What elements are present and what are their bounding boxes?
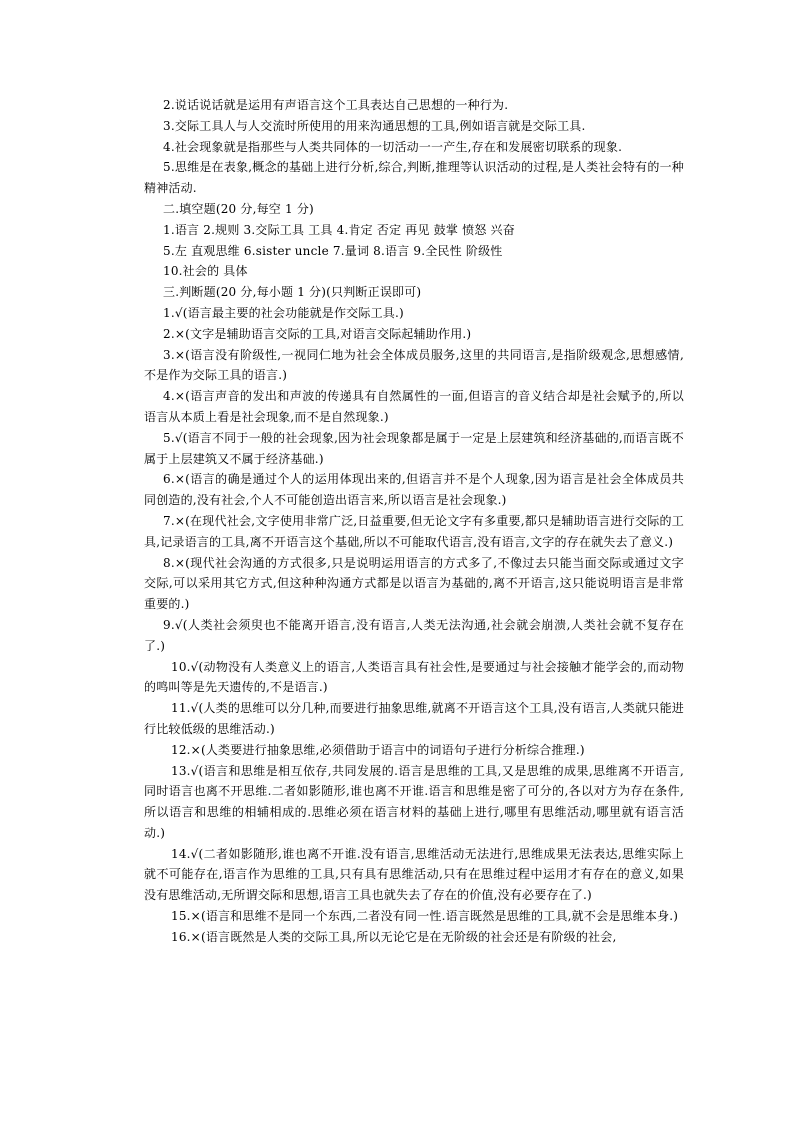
definition-item: 4.社会现象就是指那些与人类共同体的一切活动一一产生,存在和发展密切联系的现象. bbox=[163, 139, 623, 154]
judgment-item: 10.√(动物没有人类意义上的语言,人类语言具有社会性,是要通过与社会接触才能学会的,而动物的鸣叫等是先天遗传的,不是语言.) bbox=[144, 659, 684, 695]
definition-item: 2.说话说话就是运用有声语言这个工具表达自己思想的一种行为. bbox=[163, 98, 509, 112]
judgment-item: 5.√(语言不同于一般的社会现象,因为社会现象都是属于一定是上层建筑和经济基础的,而语言既不属于上层建筑又不属于经济基础.) bbox=[144, 430, 684, 466]
document-page bbox=[144, 95, 684, 948]
section-heading: 二.填空题(20 分,每空 1 分) bbox=[163, 201, 314, 216]
judgment-item: 16.×(语言既然是人类的交际工具,所以无论它是在无阶级的社会还是有阶级的社会, bbox=[171, 929, 617, 944]
judgment-item: 11.√(人类的思维可以分几种,而要进行抽象思维,就离不开语言这个工具,没有语言,人类就只能进行比较低级的思维活动.) bbox=[144, 701, 684, 736]
answer-line: 5.左 直观思维 6.sister uncle 7.量词 8.语言 9.全民性 阶级性 bbox=[163, 243, 503, 258]
judgment-item: 4.×(语言声音的发出和声波的传递具有自然属性的一面,但语言的音义结合却是社会赋予的,所以语言从本质上看是社会现象,而不是自然现象.) bbox=[144, 389, 684, 424]
fill-in-section bbox=[144, 199, 684, 282]
judgment-item: 8.×(现代社会沟通的方式很多,只是说明运用语言的方式多了,不像过去只能当面交际或通过文字交际,可以采用其它方式,但这种种沟通方式都是以语言为基础的,离不开语言,这只能说明语言是非常重要的.) bbox=[144, 555, 684, 612]
judgment-item: 12.×(人类要进行抽象思维,必须借助于语言中的词语句子进行分析综合推理.) bbox=[171, 742, 585, 757]
true-false-section bbox=[144, 282, 684, 948]
definition-item: 5.思维是在表象,概念的基础上进行分析,综合,判断,推理等认识活动的过程,是人类社会特有的一种精神活动. bbox=[144, 160, 684, 196]
section-heading: 三.判断题(20 分,每小题 1 分)(只判断正误即可) bbox=[163, 285, 422, 300]
answer-line: 10.社会的 具体 bbox=[163, 264, 248, 279]
judgment-item: 13.√(语言和思维是相互依存,共同发展的.语言是思维的工具,又是思维的成果,思维离不开语言,同时语言也离不开思维.二者如影随形,谁也离不开谁.语言和思维是密了可分的,各以对方为存在条件,所以语言和思维的相辅相成的.思维必须在语言材料的基础上进行,哪里有思维活动,哪里就有语言活动.) bbox=[144, 763, 684, 840]
judgment-item: 15.×(语言和思维不是同一个东西,二者没有同一性.语言既然是思维的工具,就不会是思维本身.) bbox=[171, 909, 679, 924]
judgment-item: 7.×(在现代社会,文字使用非常广泛,日益重要,但无论文字有多重要,都只是辅助语言进行交际的工具,记录语言的工具,离不开语言这个基础,所以不可能取代语言,没有语言,文字的存在就失去了意义.) bbox=[144, 513, 684, 549]
judgment-item: 1.√(语言最主要的社会功能就是作交际工具.) bbox=[163, 305, 404, 320]
definition-item: 3.交际工具人与人交流时所使用的用来沟通思想的工具,例如语言就是交际工具. bbox=[163, 118, 586, 133]
judgment-item: 6.×(语言的确是通过个人的运用体现出来的,但语言并不是个人现象,因为语言是社会全体成员共同创造的,没有社会,个人不可能创造出语言来,所以语言是社会现象.) bbox=[144, 472, 684, 508]
judgment-item: 2.×(文字是辅助语言交际的工具,对语言交际起辅助作用.) bbox=[163, 326, 472, 341]
definition-list bbox=[144, 95, 684, 199]
judgment-item: 3.×(语言没有阶级性,一视同仁地为社会全体成员服务,这里的共同语言,是指阶级观念,思想感情,不是作为交际工具的语言.) bbox=[144, 347, 684, 383]
judgment-item: 9.√(人类社会须臾也不能离开语言,没有语言,人类无法沟通,社会就会崩溃,人类社会就不复存在了.) bbox=[144, 617, 684, 653]
answer-line: 1.语言 2.规则 3.交际工具 工具 4.肯定 否定 再见 鼓掌 愤怒 兴奋 bbox=[163, 222, 515, 237]
judgment-item: 14.√(二者如影随形,谁也离不开谁.没有语言,思维活动无法进行,思维成果无法表达,思维实际上就不可能存在,语言作为思维的工具,只有具有思维活动,只有在思维过程中运用才有存在的意义,如果没有思维活动,无所谓交际和思想,语言工具也就失去了存在的价值,没有必要存在了.) bbox=[144, 846, 684, 903]
